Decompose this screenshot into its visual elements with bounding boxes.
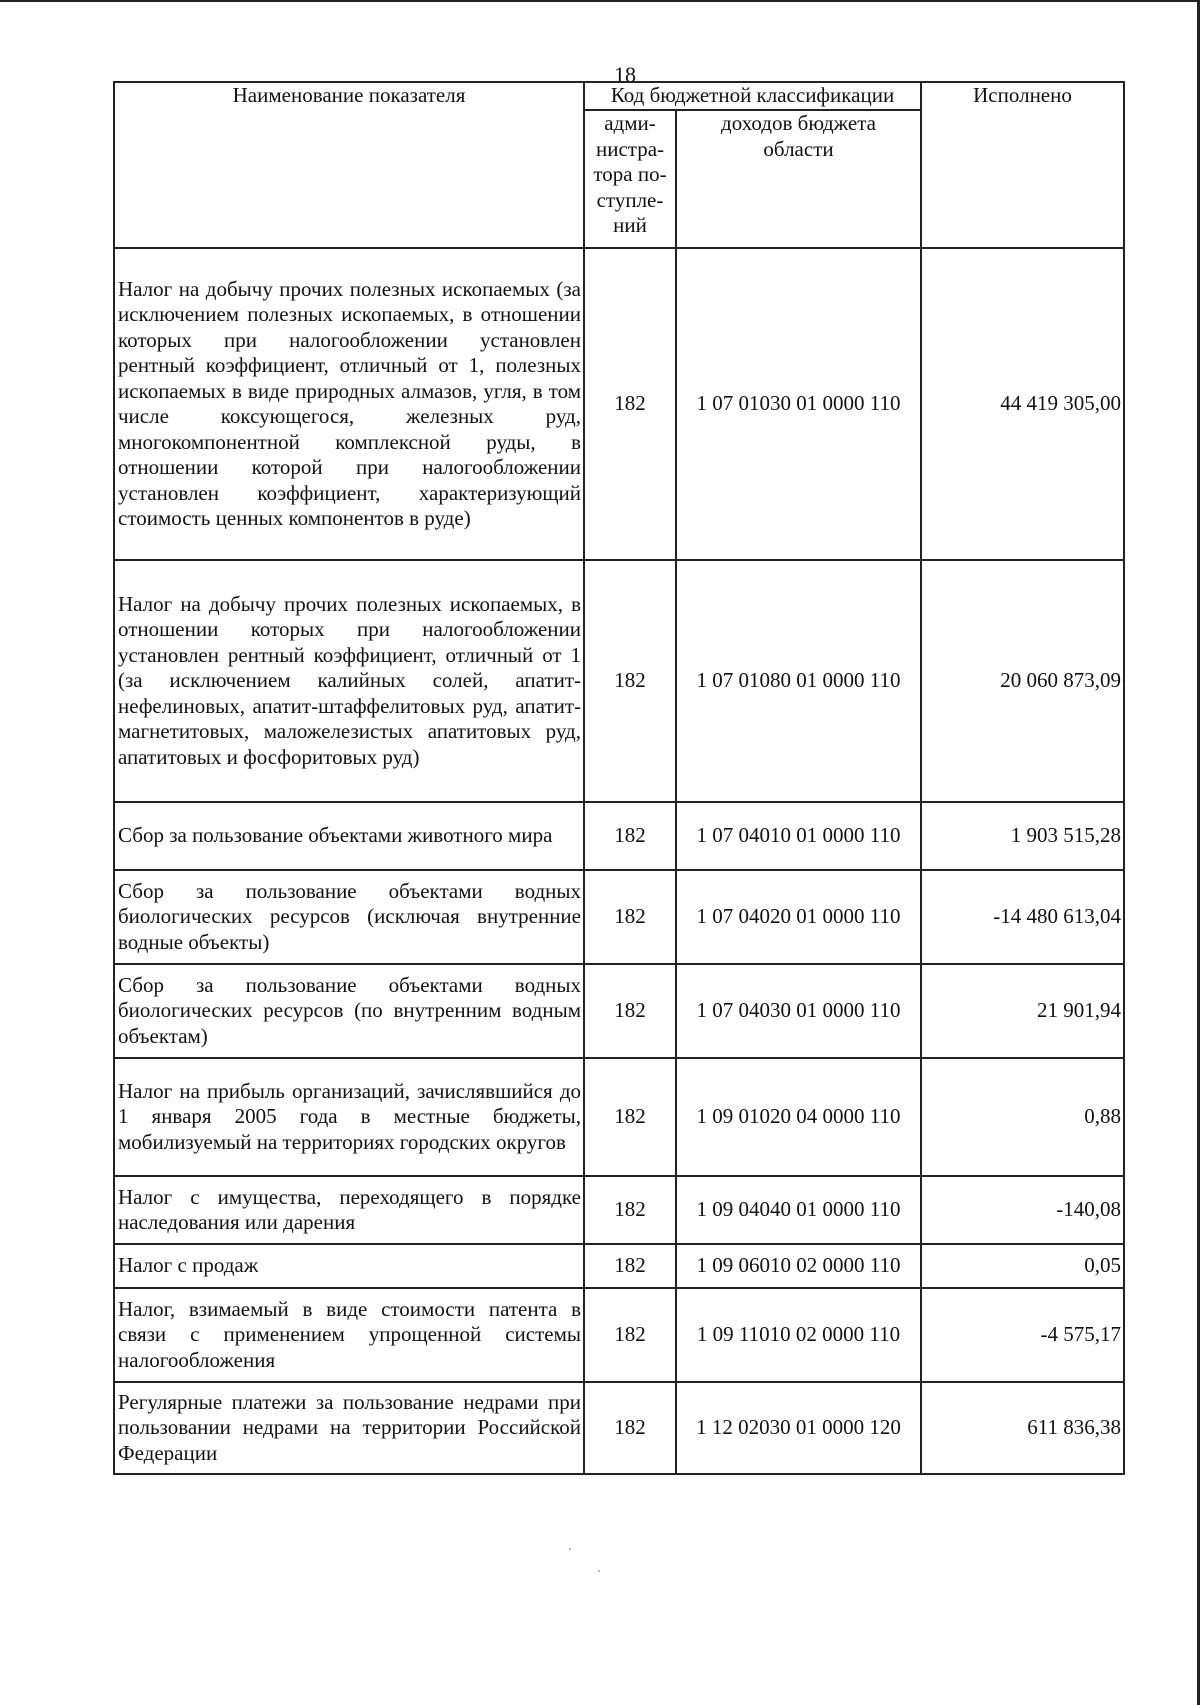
row-budget-code: 1 09 01020 04 0000 110: [676, 1058, 921, 1176]
header-admin: адми- нистра- тора по- ступле- ний: [584, 110, 676, 248]
table-row: [114, 1382, 1124, 1474]
row-name: Налог с продаж: [114, 1244, 584, 1288]
row-amount: -14 480 613,04: [921, 870, 1124, 964]
row-name: Регулярные платежи за пользование недрами при пользовании недрами на территории Российской Федерации: [114, 1382, 584, 1474]
row-admin-code: 182: [584, 248, 676, 560]
header-code-group: Код бюджетной классификации: [584, 82, 921, 110]
row-name: Налог, взимаемый в виде стоимости патента в связи с применением упрощенной системы налогообложения: [114, 1288, 584, 1382]
row-budget-code: 1 09 04040 01 0000 110: [676, 1176, 921, 1244]
table-row: [114, 560, 1124, 802]
row-name: Сбор за пользование объектами животного мира: [114, 802, 584, 870]
header-name: Наименование показателя: [114, 82, 584, 248]
scan-top-edge: [0, 0, 1200, 2]
header-income: доходов бюджета области: [676, 110, 921, 248]
row-admin-code: 182: [584, 1288, 676, 1382]
row-budget-code: 1 09 06010 02 0000 110: [676, 1244, 921, 1288]
row-budget-code: 1 09 11010 02 0000 110: [676, 1288, 921, 1382]
row-admin-code: 182: [584, 1176, 676, 1244]
row-admin-code: 182: [584, 1244, 676, 1288]
row-name: Налог на добычу прочих полезных ископаемых, в отношении которых при налогообложении установлен рентный коэффициент, отличный от 1 (за исключением калийных солей, апатит-нефелиновых, апатит-штаффелитовых руд, апатит-магнетитовых, маложелезистых апатитовых руд, апатитовых и фосфоритовых руд): [114, 560, 584, 802]
row-budget-code: 1 07 01030 01 0000 110: [676, 248, 921, 560]
row-name: Налог на добычу прочих полезных ископаемых (за исключением полезных ископаемых, в отношении которых при налогообложении установлен рентный коэффициент, отличный от 1, полезных ископаемых в виде природных алмазов, угля, в том числе коксующегося, железных руд, многокомпонентной комплексной руды, в отношении которой при налогообложении установлен коэффициент, характеризующий стоимость ценных компонентов в руде): [114, 248, 584, 560]
row-admin-code: 182: [584, 802, 676, 870]
row-amount: -4 575,17: [921, 1288, 1124, 1382]
row-amount: 611 836,38: [921, 1382, 1124, 1474]
row-name: Налог с имущества, переходящего в порядке наследования или дарения: [114, 1176, 584, 1244]
table-row: [114, 964, 1124, 1058]
row-budget-code: 1 07 04030 01 0000 110: [676, 964, 921, 1058]
row-budget-code: 1 07 04020 01 0000 110: [676, 870, 921, 964]
row-amount: 44 419 305,00: [921, 248, 1124, 560]
row-amount: 0,88: [921, 1058, 1124, 1176]
table-row: [114, 1244, 1124, 1288]
row-amount: -140,08: [921, 1176, 1124, 1244]
header-executed: Исполнено: [921, 82, 1124, 248]
row-amount: 20 060 873,09: [921, 560, 1124, 802]
row-amount: 21 901,94: [921, 964, 1124, 1058]
row-budget-code: 1 12 02030 01 0000 120: [676, 1382, 921, 1474]
table-row: [114, 1176, 1124, 1244]
table-row: [114, 1058, 1124, 1176]
row-budget-code: 1 07 04010 01 0000 110: [676, 802, 921, 870]
table-row: [114, 1288, 1124, 1382]
row-admin-code: 182: [584, 964, 676, 1058]
row-amount: 1 903 515,28: [921, 802, 1124, 870]
row-name: Сбор за пользование объектами водных биологических ресурсов (исключая внутренние водные объекты): [114, 870, 584, 964]
table-row: [114, 802, 1124, 870]
table-row: [114, 870, 1124, 964]
row-name: Сбор за пользование объектами водных биологических ресурсов (по внутренним водным объектам): [114, 964, 584, 1058]
row-admin-code: 182: [584, 870, 676, 964]
header-row: [114, 82, 1124, 110]
row-admin-code: 182: [584, 1058, 676, 1176]
page-number: 18: [614, 62, 636, 87]
budget-table: [113, 81, 1125, 1475]
row-admin-code: 182: [584, 1382, 676, 1474]
row-budget-code: 1 07 01080 01 0000 110: [676, 560, 921, 802]
row-admin-code: 182: [584, 560, 676, 802]
table-row: [114, 248, 1124, 560]
row-amount: 0,05: [921, 1244, 1124, 1288]
row-name: Налог на прибыль организаций, зачислявшийся до 1 января 2005 года в местные бюджеты, мобилизуемый на территориях городских округов: [114, 1058, 584, 1176]
